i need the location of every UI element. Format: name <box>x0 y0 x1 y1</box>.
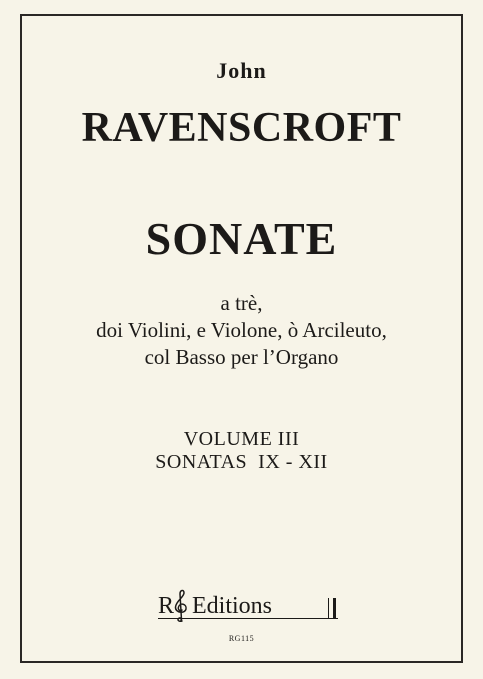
catalog-number: RG115 <box>228 634 255 643</box>
subtitle-line: doi Violini, e Violone, ò Arcileuto, <box>96 318 387 342</box>
publisher-underline <box>158 618 338 619</box>
work-title: SONATE <box>145 213 338 264</box>
publisher-final-barline <box>333 598 336 619</box>
publisher-initial: R <box>158 593 175 619</box>
subtitle-line: col Basso per l’Organo <box>144 345 339 369</box>
author-first-name: John <box>216 58 267 83</box>
author-last-name: RAVENSCROFT <box>81 105 402 151</box>
publisher-name: Editions <box>192 593 273 619</box>
publisher-logo <box>158 594 338 620</box>
work-subtitle <box>20 290 463 371</box>
subtitle-line: a trè, <box>220 291 263 315</box>
volume-info <box>20 428 463 474</box>
sonata-range: SONATAS IX - XII <box>155 451 328 473</box>
publisher-barline <box>328 598 329 619</box>
volume-number: VOLUME III <box>183 428 300 450</box>
